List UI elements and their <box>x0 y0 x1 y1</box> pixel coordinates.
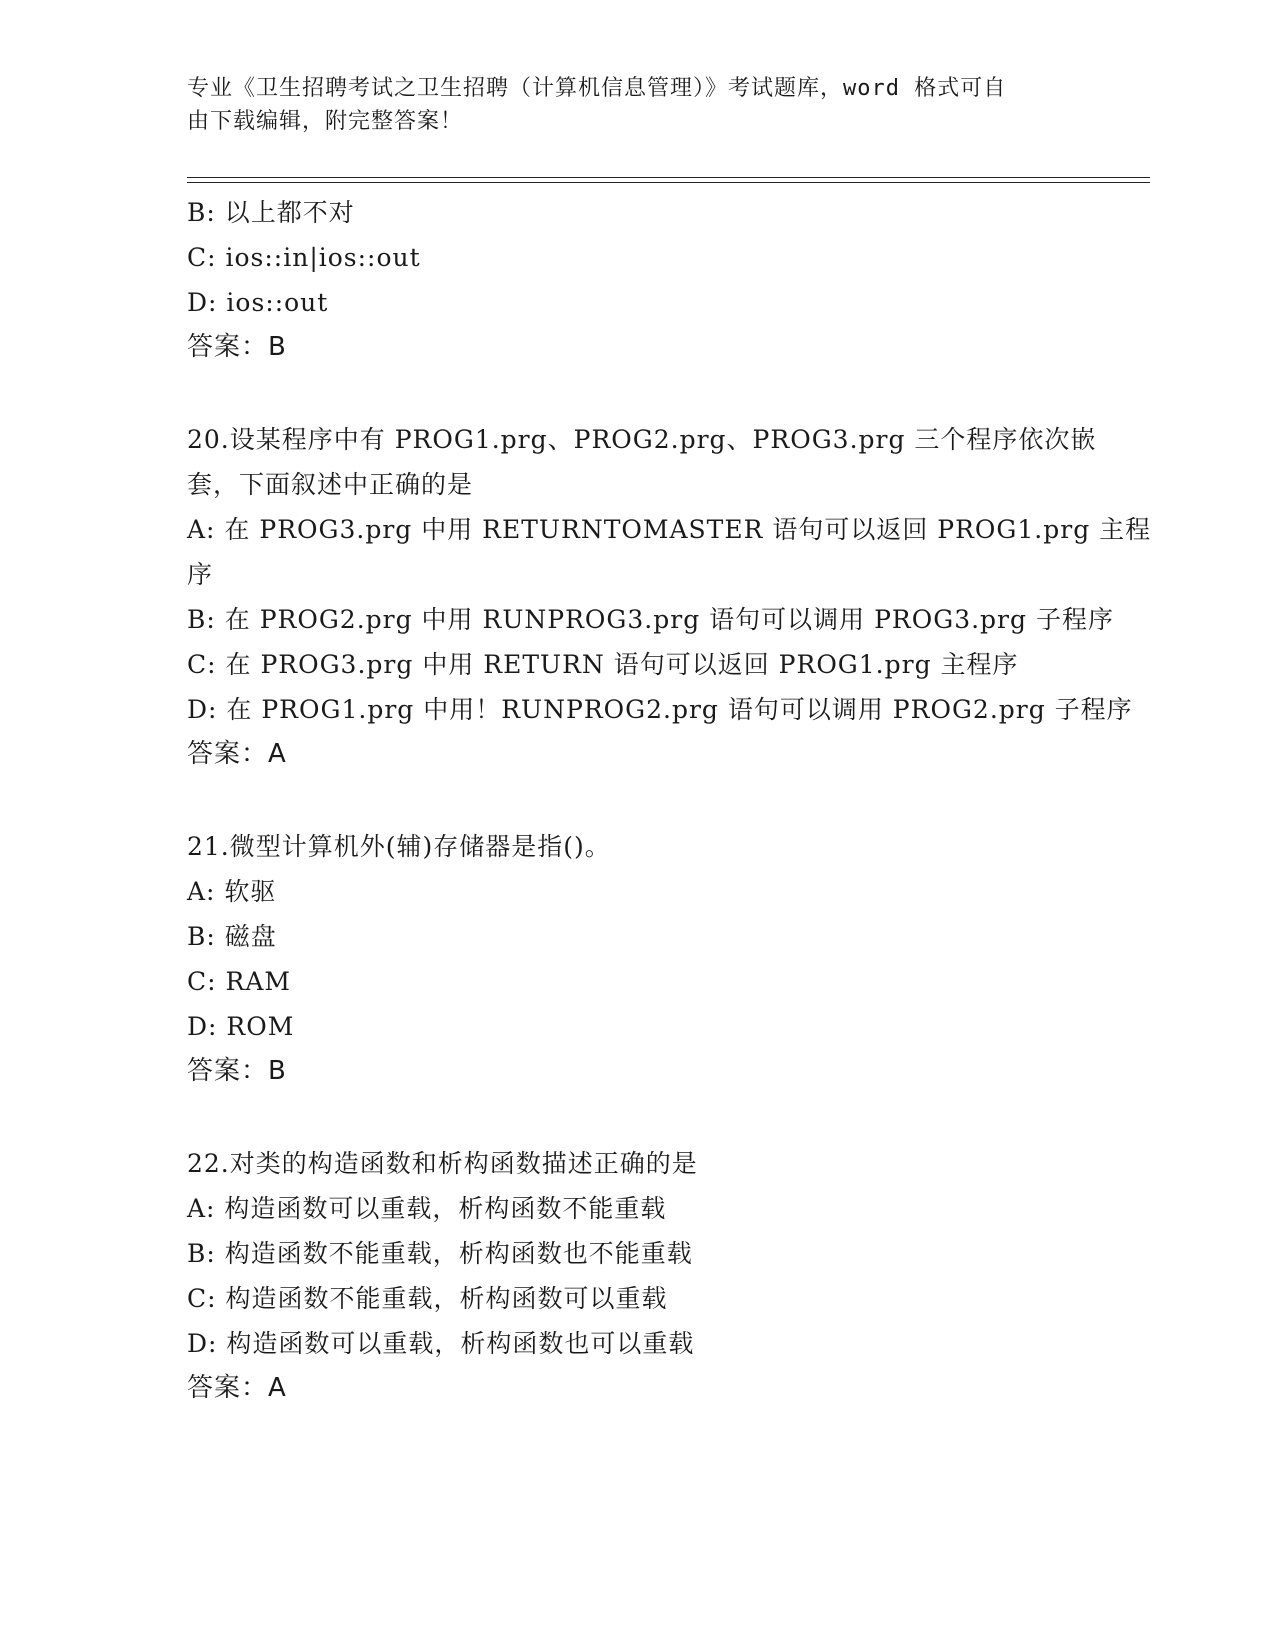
option-b: B: 以上都不对 <box>187 198 355 227</box>
option-a: A: 软驱 <box>187 877 277 906</box>
answer-line: 答案：A <box>187 739 287 769</box>
spacer <box>187 1094 1087 1141</box>
question-stem-continued: 套，下面叙述中正确的是 <box>187 470 474 499</box>
question-stem: 20.设某程序中有 PROG1.prg、PROG2.prg、PROG3.prg 三个程序依次嵌 <box>187 425 1097 454</box>
option-b: B: 在 PROG2.prg 中用 RUNPROG3.prg 语句可以调用 PROG3.prg 子程序 <box>187 605 1114 634</box>
spacer <box>187 777 1087 824</box>
option-c: C: 在 PROG3.prg 中用 RETURN 语句可以返回 PROG1.prg 主程序 <box>187 650 1019 679</box>
option-d: D: ios::out <box>187 288 329 317</box>
question-20 <box>187 417 1152 777</box>
question-stem: 21.微型计算机外(辅)存储器是指()。 <box>187 832 611 861</box>
answer-line: 答案：B <box>187 1056 287 1086</box>
page-header <box>187 72 1067 138</box>
question-stem: 22.对类的构造函数和析构函数描述正确的是 <box>187 1149 698 1178</box>
option-d: D: 在 PROG1.prg 中用！RUNPROG2.prg 语句可以调用 PROG2.prg 子程序 <box>187 695 1133 724</box>
header-line-2: 由下载编辑，附完整答案！ <box>187 109 464 134</box>
option-a: A: 在 PROG3.prg 中用 RETURNTOMASTER 语句可以返回 PROG1.prg 主程 <box>187 515 1152 544</box>
question-fragment <box>187 190 1087 370</box>
answer-line: 答案：B <box>187 332 287 362</box>
option-d: D: ROM <box>187 1012 295 1041</box>
option-c: C: ios::in|ios::out <box>187 243 421 272</box>
header-divider-top <box>187 177 1150 178</box>
option-c: C: RAM <box>187 967 291 996</box>
question-22 <box>187 1141 1087 1411</box>
answer-line: 答案：A <box>187 1373 287 1403</box>
question-21 <box>187 824 1087 1094</box>
spacer <box>187 370 1087 417</box>
option-b: B: 磁盘 <box>187 922 277 951</box>
option-c: C: 构造函数不能重载，析构函数可以重载 <box>187 1284 668 1313</box>
document-body <box>187 190 1152 1411</box>
option-b: B: 构造函数不能重载，析构函数也不能重载 <box>187 1239 693 1268</box>
header-divider-bottom <box>187 182 1150 183</box>
option-a-continued: 序 <box>187 560 214 589</box>
header-line-1: 专业《卫生招聘考试之卫生招聘（计算机信息管理）》考试题库，word 格式可自 <box>187 76 1007 101</box>
option-d: D: 构造函数可以重载，析构函数也可以重载 <box>187 1329 695 1358</box>
option-a: A: 构造函数可以重载，析构函数不能重载 <box>187 1194 667 1223</box>
